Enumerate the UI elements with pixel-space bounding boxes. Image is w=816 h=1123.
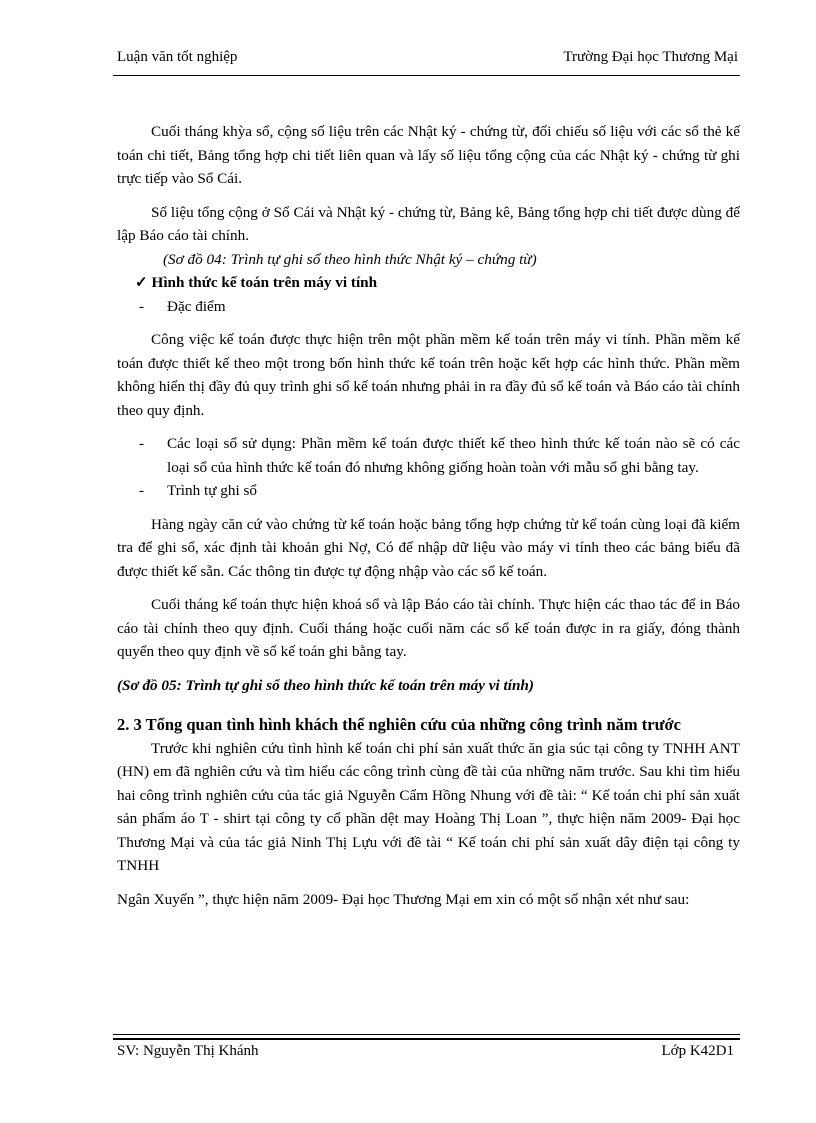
dash-item-text: Trình tự ghi sổ (167, 482, 257, 499)
paragraph-totals: Số liệu tổng cộng ở Sổ Cái và Nhật ký - chứng từ, Bảng kê, Bảng tổng hợp chi tiết được dùng để lập Báo cáo tài chính. (117, 203, 740, 244)
page-footer (117, 1043, 734, 1065)
dash-item-text: Các loại sổ sử dụng: Phần mềm kế toán được thiết kế theo hình thức kế toán nào sẽ có các loại sổ của hình thức kế toán đó nhưng không giống hoàn toàn với mẫu sổ ghi bằng tay. (167, 435, 740, 476)
header-divider (113, 75, 740, 76)
dash-item-recording-order: - Trình tự ghi sổ (139, 482, 257, 499)
footer-divider-thin (113, 1034, 740, 1035)
paragraph-daily: Hàng ngày căn cứ vào chứng từ kế toán hoặc bảng tổng hợp chứng từ kế toán cùng loại đã kiểm tra để ghi sổ, xác định tài khoản ghi Nợ, Có để nhập dữ liệu vào máy vi tính theo các bảng biểu đã được thiết kế sẵn. Các thông tin được tự động nhập vào các sổ kế toán. (117, 515, 740, 580)
paragraph-overview: Trước khi nghiên cứu tình hình kế toán chi phí sản xuất thức ăn gia súc tại công ty TNHH ANT (HN) em đã nghiên cứu và tìm hiểu các công trình cùng đề tài của những năm trước. Sau khi tìm hiểu hai công trình nghiên cứu của tác giả Nguyễn Cẩm Hồng Nhung với đề tài: “ Kế toán chi phí sản xuất sản phẩm áo T - shirt tại công ty cổ phần dệt may Hoàng Thị Loan ”, thực hiện năm 2009- Đại học Thương Mại và của tác giả Ninh Thị Lựu với đề tài “ Kế toán chi phí sản xuất dây điện tại công ty TNHH (117, 739, 740, 874)
page-header (117, 49, 738, 71)
section-heading: 2. 3 Tổng quan tình hình khách thể nghiên cứu của những công trình năm trước (117, 715, 681, 734)
footer-class: Lớp K42D1 (661, 1043, 734, 1059)
dash-item-book-types: - Các loại sổ sử dụng: Phần mềm kế toán được thiết kế theo hình thức kế toán nào sẽ có các loại sổ của hình thức kế toán đó nhưng không giống hoàn toàn với mẫu sổ ghi bằng tay. (139, 435, 740, 476)
checked-subheading: ✓ Hình thức kế toán trên máy vi tính (135, 274, 378, 291)
paragraph-month-end: Cuối tháng kế toán thực hiện khoá sổ và lập Báo cáo tài chính. Thực hiện các thao tác để in Báo cáo tài chính theo quy định. Cuối tháng hoặc cuối năm các sổ kế toán được in ra giấy, đóng thành quyển theo quy định về sổ kế toán ghi bằng tay. (117, 596, 740, 660)
footer-student-name: SV: Nguyễn Thị Khánh (117, 1043, 259, 1059)
document-body (117, 120, 740, 911)
paragraph-software: Công việc kế toán được thực hiện trên một phần mềm kế toán trên máy vi tính. Phần mềm kế toán được thiết kế theo một trong bốn hình thức kế toán trên hoặc kết hợp các hình thức. Phần mềm không hiển thị đầy đủ quy trình ghi sổ kế toán nhưng phải in ra đầy đủ sổ kế toán và Báo cáo tài chính theo quy định. (117, 331, 740, 419)
figure-caption-04: (Sơ đồ 04: Trình tự ghi sổ theo hình thức Nhật ký – chứng từ) (163, 250, 537, 268)
paragraph-continuation: Ngân Xuyến ”, thực hiện năm 2009- Đại học Thương Mại em xin có một số nhận xét như sau: (117, 890, 690, 908)
header-left-text: Luận văn tốt nghiệp (117, 49, 238, 65)
paragraph-closing-books: Cuối tháng khỳa sổ, cộng số liệu trên các Nhật ký - chứng từ, đối chiếu số liệu với các sổ thẻ kế toán chi tiết, Bảng tổng hợp chi tiết liên quan và lấy số liệu tổng cộng của các Nhật ký - chứng từ ghi trực tiếp vào Sổ Cái. (117, 123, 740, 187)
figure-caption-05: (Sơ đồ 05: Trình tự ghi sổ theo hình thức kế toán trên máy vi tính) (117, 676, 534, 694)
dash-item-text: Đặc điểm (167, 297, 226, 315)
dash-item-features: - Đặc điểm (139, 297, 226, 315)
footer-divider-thick (113, 1038, 740, 1040)
header-right-text: Trường Đại học Thương Mại (563, 49, 738, 65)
